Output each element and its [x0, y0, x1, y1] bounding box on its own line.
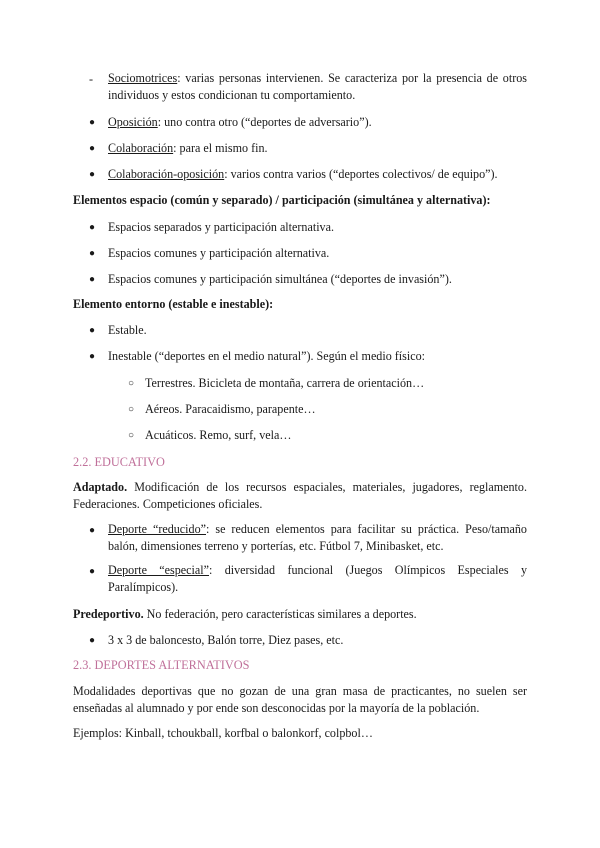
entorno-item: Estable. — [108, 323, 147, 337]
colaboracion-text: : para el mismo fin. — [173, 141, 268, 155]
bullet-icon: ● — [89, 351, 96, 362]
adaptado-paragraph — [73, 479, 527, 513]
predeportivo-item: 3 x 3 de baloncesto, Balón torre, Diez pases, etc. — [108, 633, 344, 647]
bullet-icon: ● — [89, 566, 96, 577]
bullet-icon: ● — [89, 325, 96, 336]
bullet-icon: ● — [89, 143, 96, 154]
adaptado-text: Modificación de los recursos espaciales, materiales, jugadores, reglamento. Federaciones. Competiciones oficiales. — [73, 480, 527, 511]
circle-bullet-icon: ○ — [128, 378, 135, 389]
sociomotrices-term: Sociomotrices — [108, 71, 178, 85]
bullet-icon: ● — [89, 222, 96, 233]
bullet-icon: ● — [89, 525, 96, 536]
espacio-item: Espacios comunes y participación alternativa. — [108, 246, 330, 260]
entorno-heading: Elemento entorno (estable e inestable): — [73, 297, 274, 311]
deporte-especial-text: : diversidad funcional (Juegos Olímpicos Especiales y Paralímpicos). — [108, 563, 527, 594]
ejemplos-line: Ejemplos: Kinball, tchoukball, korfbal o balonkorf, colpbol… — [73, 726, 373, 740]
oposicion-item — [108, 115, 372, 130]
alternativos-paragraph: Modalidades deportivas que no gozan de una gran masa de practicantes, no suelen ser enseñadas al alumnado y por ende son desconocidas por la mayoría de la población. — [73, 684, 527, 715]
predeportivo-paragraph — [73, 607, 417, 622]
bullet-icon: ● — [89, 274, 96, 285]
dash-marker: - — [89, 72, 94, 86]
predeportivo-label: Predeportivo. — [73, 607, 144, 621]
adaptado-label: Adaptado. — [73, 480, 128, 494]
entorno-subitem: Acuáticos. Remo, surf, vela… — [145, 428, 292, 442]
bullet-icon: ● — [89, 169, 96, 180]
deporte-especial-term: Deporte “especial” — [108, 563, 209, 577]
deporte-especial-item — [108, 562, 527, 596]
colaboracion-item — [108, 141, 268, 156]
espacio-item: Espacios separados y participación alternativa. — [108, 220, 334, 234]
deporte-reducido-term: Deporte “reducido” — [108, 522, 206, 536]
colaboracion-oposicion-item — [108, 167, 498, 182]
deporte-reducido-text: : se reducen elementos para facilitar su práctica. Peso/tamaño balón, dimensiones terreno y porterías, etc. Fútbol 7, Minibasket, etc. — [108, 522, 527, 553]
predeportivo-text: No federación, pero características similares a deportes. — [143, 607, 417, 621]
espacio-heading: Elementos espacio (común y separado) / participación (simultánea y alternativa): — [73, 193, 491, 207]
entorno-item: Inestable (“deportes en el medio natural”). Según el medio físico: — [108, 349, 426, 363]
section-title-educativo: 2.2. EDUCATIVO — [73, 455, 165, 469]
circle-bullet-icon: ○ — [128, 430, 135, 441]
bullet-icon: ● — [89, 117, 96, 128]
entorno-subitem: Aéreos. Paracaidismo, parapente… — [145, 402, 316, 416]
colaboracion-oposicion-text: : varios contra varios (“deportes colectivos/ de equipo”). — [224, 167, 498, 181]
oposicion-term: Oposición — [108, 115, 158, 129]
entorno-subitem: Terrestres. Bicicleta de montaña, carrera de orientación… — [145, 376, 425, 390]
oposicion-text: : uno contra otro (“deportes de adversario”). — [157, 115, 372, 129]
bullet-icon: ● — [89, 635, 96, 646]
espacio-item: Espacios comunes y participación simultánea (“deportes de invasión”). — [108, 272, 452, 286]
sociomotrices-text: : varias personas intervienen. Se caracteriza por la presencia de otros individuos y estos condicionan tu comportamiento. — [108, 71, 527, 102]
section-title-alternativos: 2.3. DEPORTES ALTERNATIVOS — [73, 658, 250, 672]
colaboracion-oposicion-term: Colaboración-oposición — [108, 167, 225, 181]
circle-bullet-icon: ○ — [128, 404, 135, 415]
deporte-reducido-item — [108, 521, 527, 555]
sociomotrices-item — [108, 70, 527, 104]
bullet-icon: ● — [89, 248, 96, 259]
colaboracion-term: Colaboración — [108, 141, 174, 155]
